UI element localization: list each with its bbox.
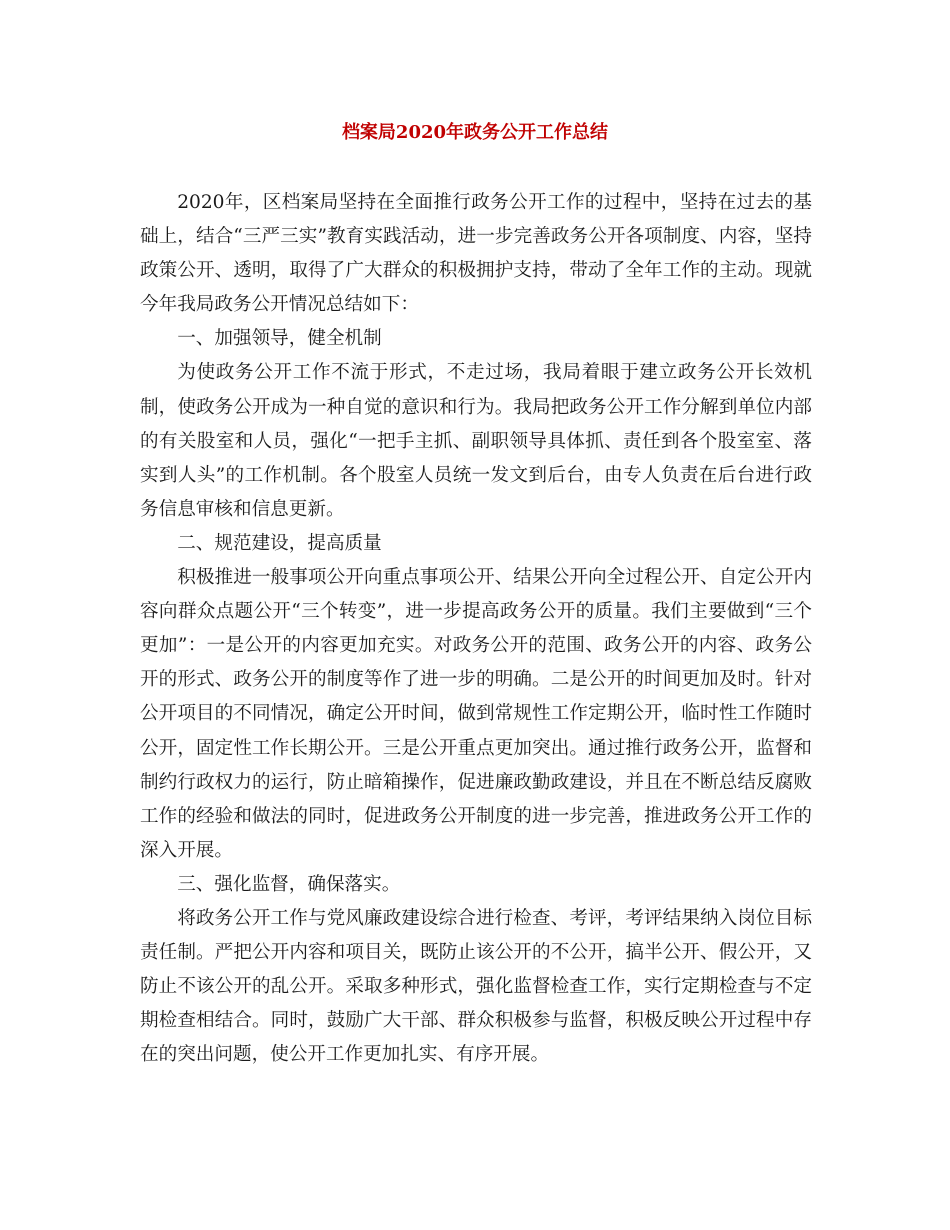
paragraph-intro: 2020年，区档案局坚持在全面推行政务公开工作的过程中，坚持在过去的基础上，结合“三严三实”教育实践活动，进一步完善政务公开各项制度、内容，坚持政策公开、透明，取得了广大群众的积极拥护支持，带动了全年工作的主动。现就今年我局政务公开情况总结如下：: [140, 192, 812, 316]
paragraph-section-1: 为使政务公开工作不流于形式，不走过场，我局着眼于建立政务公开长效机制，使政务公开成为一种自觉的意识和行为。我局把政务公开工作分解到单位内部的有关股室和人员，强化“一把手主抓、副职领导具体抓、责任到各个股室室、落实到人头”的工作机制。各个股室人员统一发文到后台，由专人负责在后台进行政务信息审核和信息更新。: [140, 362, 812, 520]
document-body: [140, 186, 812, 1072]
section-heading-1: 一、加强领导，健全机制: [177, 328, 382, 350]
document-title: 档案局2020年政务公开工作总结: [341, 122, 609, 143]
paragraph-section-3: 将政务公开工作与党风廉政建设综合进行检查、考评，考评结果纳入岗位目标责任制。严把公开内容和项目关，既防止该公开的不公开，搞半公开、假公开，又防止不该公开的乱公开。采取多种形式，强化监督检查工作，实行定期检查与不定期检查相结合。同时，鼓励广大干部、群众积极参与监督，积极反映公开过程中存在的突出问题，使公开工作更加扎实、有序开展。: [140, 907, 812, 1066]
section-heading-3: 三、强化监督，确保落实。: [177, 873, 401, 895]
paragraph-section-2: 积极推进一般事项公开向重点事项公开、结果公开向全过程公开、自定公开内容向群众点题公开“三个转变”，进一步提高政务公开的质量。我们主要做到“三个更加”：一是公开的内容更加充实。对政务公开的范围、政务公开的内容、政务公开的形式、政务公开的制度等作了进一步的明确。二是公开的时间更加及时。针对公开项目的不同情况，确定公开时间，做到常规性工作定期公开，临时性工作随时公开，固定性工作长期公开。三是公开重点更加突出。通过推行政务公开，监督和制约行政权力的运行，防止暗箱操作，促进廉政勤政建设，并且在不断总结反腐败工作的经验和做法的同时，促进政务公开制度的进一步完善，推进政务公开工作的深入开展。: [140, 567, 812, 861]
section-heading-2: 二、规范建设，提高质量: [177, 532, 382, 554]
